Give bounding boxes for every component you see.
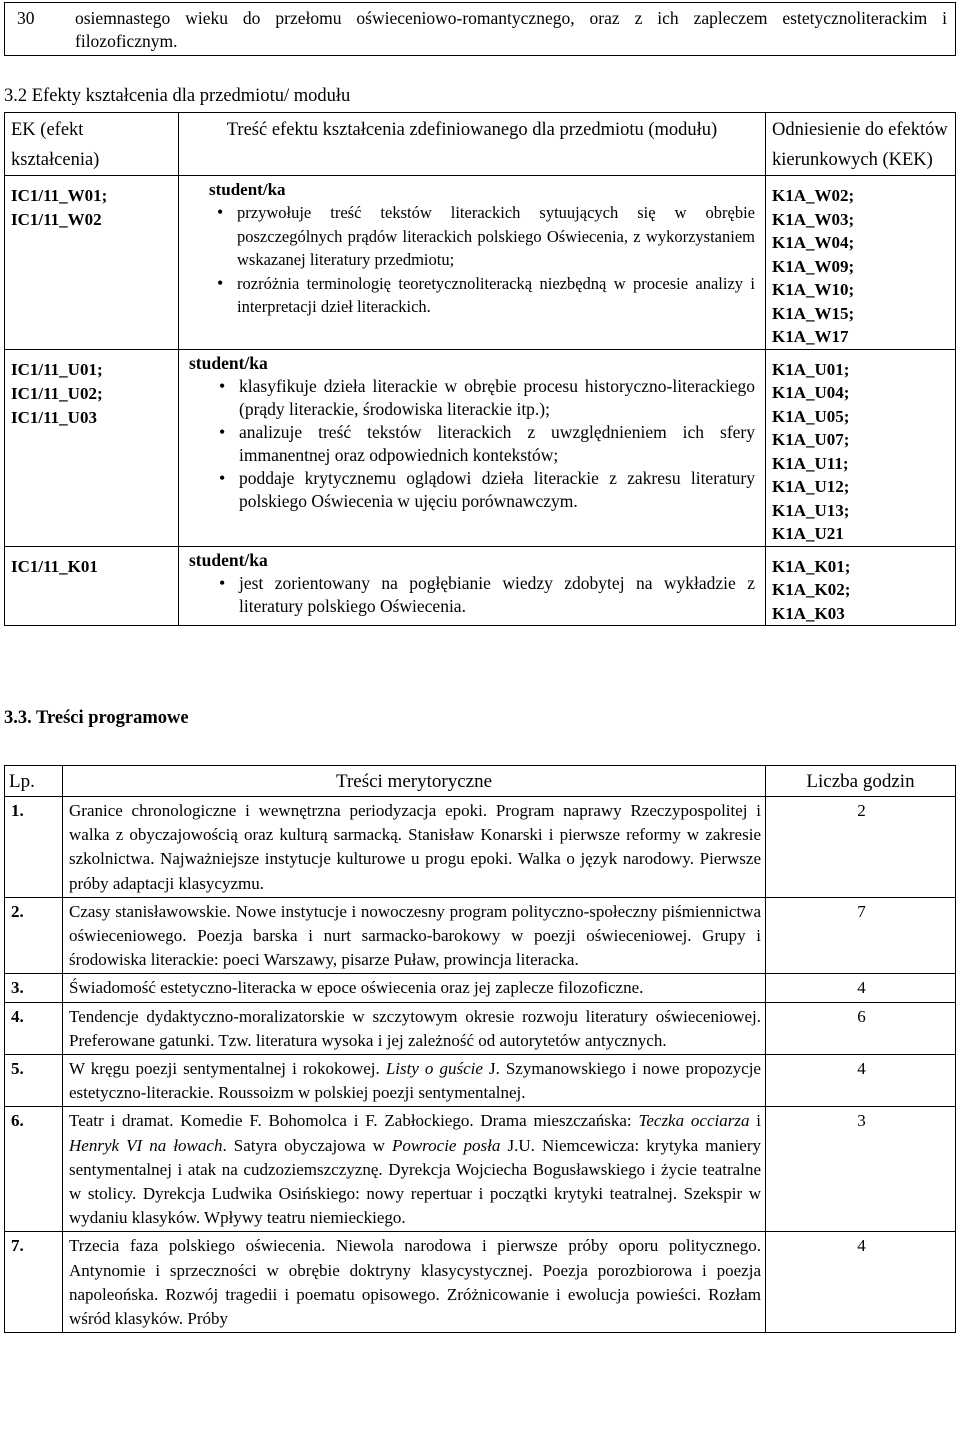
- program-text: Świadomość estetyczno-literacka w epoce oświecenia oraz jej zaplecze filozoficzne.: [69, 978, 644, 998]
- kek-code: K1A_U13;: [772, 500, 850, 520]
- program-header-lp: Lp.: [5, 766, 63, 797]
- kek-code: K1A_K02;: [772, 580, 851, 599]
- role-label: student/ka: [209, 180, 286, 199]
- intro-number: 30: [17, 8, 35, 28]
- program-text: Tendencje dydaktyczno-moralizatorskie w szczytowym okresie rozwoju literatury oświeceniowej. Preferowane gatunki. Tzw. literatura wysoka i jej zależność od autorytetów antycznych.: [69, 1006, 761, 1050]
- program-row: [5, 1107, 956, 1232]
- effects-kek-cell: [766, 546, 956, 626]
- program-text: Czasy stanisławowskie. Nowe instytucje i nowoczesny program polityczno-społeczny piśmiennictwa oświeceniowego. Poezja barska i nurt sarmacko-barokowy w poezji oświeceniowej. Grupy i środowiska literackie: poeci Warszawy, pisarze Puław, prowincja literacka.: [69, 901, 761, 970]
- program-content: [63, 1055, 766, 1107]
- effects-content-cell: [179, 176, 766, 350]
- program-body: [5, 797, 956, 1333]
- ek-code: IC1/11_W01;: [11, 186, 108, 205]
- program-row: [5, 1002, 956, 1054]
- effects-ek-cell: [5, 349, 179, 546]
- program-content: [63, 974, 766, 1002]
- outcomes-list: [189, 572, 759, 618]
- program-hours: 7: [766, 897, 956, 974]
- program-row: [5, 1232, 956, 1333]
- program-text: Granice chronologiczne i wewnętrzna periodyzacja epoki. Program naprawy Rzeczypospolitej i walka z obyczajowością oraz kulturą sarmacką. Stanisław Konarski i pierwsze reformy w zakresie szkolnictwa. Najważniejsze instytucje kulturowe u progu epoki. Walka o język narodowy. Pierwsze próby adaptacji klasycyzmu.: [69, 801, 761, 893]
- program-content: [63, 1002, 766, 1054]
- kek-code: K1A_U11;: [772, 453, 849, 473]
- effects-row: [5, 349, 956, 546]
- program-text: J.U. Niemcewicza: krytyka maniery sentymentalnej i atak na cudzoziemszczyznę. Dyrekcja Wojciecha Bogusławskiego i życie teatralne w stolicy. Dyrekcja Ludwika Osińskiego: nowy repertuar i początki krytyki teatralnej. Szekspir w wydaniu klasyków. Wpływy teatru niemieckiego.: [69, 1135, 761, 1228]
- kek-code: K1A_U12;: [772, 477, 850, 496]
- program-hours: 4: [766, 1055, 956, 1107]
- kek-code: K1A_W04;: [772, 233, 855, 252]
- program-text: Teatr i dramat. Komedie F. Bohomolca i F. Zabłockiego. Drama mieszczańska:: [69, 1111, 639, 1131]
- program-header-hours: Liczba godzin: [766, 766, 956, 797]
- kek-code: K1A_U21: [772, 524, 844, 543]
- role-label: student/ka: [189, 549, 268, 570]
- program-header-content: Treści merytoryczne: [63, 766, 766, 797]
- program-lp: 2.: [5, 897, 63, 974]
- effects-ek-cell: [5, 546, 179, 626]
- program-row: [5, 1055, 956, 1107]
- program-hours: 4: [766, 1232, 956, 1333]
- outcome-item: • klasyfikuje dzieła literackie w obrębie procesu historyczno-literackiego (prądy literackie, środowiska literackie itp.);: [239, 375, 755, 421]
- program-text: i: [749, 1111, 761, 1131]
- program-content: [63, 1107, 766, 1232]
- effects-content-cell: [179, 349, 766, 546]
- program-hours: 4: [766, 974, 956, 1002]
- program-title-italic: Powrocie posła: [391, 1135, 501, 1155]
- kek-code: K1A_W10;: [772, 280, 855, 299]
- program-title-italic: Listy o guście: [385, 1059, 483, 1079]
- ek-code: IC1/11_U03: [11, 407, 97, 427]
- outcome-item: • rozróżnia terminologię teoretycznoliteracką niezbędną w procesie analizy i interpretacji dzieł literackich.: [237, 272, 755, 319]
- effects-table: [4, 112, 956, 626]
- kek-code: K1A_W03;: [772, 209, 855, 229]
- program-text: J. Szymanowskiego i nowe propozycje estetyczno-literackie. Roussoizm w polskiej poezji sentymentalnej.: [69, 1059, 761, 1103]
- program-text: . Satyra obyczajowa w: [222, 1135, 392, 1155]
- effects-header-row: [5, 113, 956, 176]
- kek-code: K1A_U04;: [772, 383, 850, 402]
- program-lp: 6.: [5, 1107, 63, 1232]
- kek-code: K1A_W09;: [772, 256, 855, 276]
- program-lp: 4.: [5, 1002, 63, 1054]
- intro-text: osiemnastego wieku do przełomu oświeceniowo-romantycznego, oraz z ich zapleczem estetycznoliterackim i filozoficznym.: [75, 8, 947, 51]
- section-heading-3-2: 3.2 Efekty kształcenia dla przedmiotu/ modułu: [4, 86, 351, 106]
- section-heading-3-3: 3.3. Treści programowe: [4, 708, 189, 728]
- effects-content-cell: [179, 546, 766, 626]
- effects-header-content: Treść efektu kształcenia zdefiniowanego dla przedmiotu (modułu): [179, 113, 766, 176]
- program-header-row: [5, 766, 956, 797]
- program-lp: 5.: [5, 1055, 63, 1107]
- program-row: [5, 797, 956, 898]
- program-lp: 7.: [5, 1232, 63, 1333]
- program-lp: 3.: [5, 974, 63, 1002]
- program-content: [63, 797, 766, 898]
- ek-code: IC1/11_K01: [11, 556, 98, 576]
- kek-code: K1A_U01;: [772, 359, 850, 379]
- effects-ek-cell: [5, 176, 179, 350]
- ek-code: IC1/11_U01;: [11, 359, 103, 379]
- program-lp: 1.: [5, 797, 63, 898]
- kek-code: K1A_U05;: [772, 406, 850, 426]
- kek-code: K1A_U07;: [772, 430, 850, 449]
- intro-box: [4, 2, 956, 56]
- kek-code: K1A_W02;: [772, 186, 855, 205]
- program-title-italic: Teczka occiarza: [638, 1111, 750, 1131]
- kek-code: K1A_W15;: [772, 303, 855, 323]
- program-table: [4, 765, 956, 1333]
- ek-code: IC1/11_W02: [11, 210, 102, 229]
- role-label: student/ka: [189, 352, 268, 373]
- kek-code: K1A_K01;: [772, 556, 851, 576]
- effects-header-kek: Odniesienie do efektów kierunkowych (KEK): [766, 113, 956, 176]
- program-content: [63, 897, 766, 974]
- outcomes-list: [209, 201, 759, 319]
- program-hours: 6: [766, 1002, 956, 1054]
- program-text: Trzecia faza polskiego oświecenia. Niewola narodowa i pierwsze próby oporu politycznego. Antynomie i sprzeczności w obrębie doktryny klasycystycznej. Poezja porozbiorowa i poezja napoleońska. Rozwój tragedii i poematu opisowego. Zróżnicowanie i ewolucja powieści. Rozłam wśród klasyków. Próby: [69, 1236, 761, 1329]
- effects-header-ek: EK (efekt kształcenia): [5, 113, 179, 176]
- program-row: [5, 974, 956, 1002]
- outcome-item: • przywołuje treść tekstów literackich sytuujących się w obrębie poszczególnych prądów literackich polskiego Oświecenia, z wykorzystaniem wskazanej literatury przedmiotu;: [237, 201, 755, 272]
- outcome-item: • jest zorientowany na pogłębianie wiedzy zdobytej na wykładzie z literatury polskiego Oświecenia.: [239, 572, 755, 618]
- effects-kek-cell: [766, 349, 956, 546]
- effects-kek-cell: [766, 176, 956, 350]
- program-content: [63, 1232, 766, 1333]
- kek-code: K1A_K03: [772, 603, 845, 623]
- program-title-italic: Henryk VI na łowach: [69, 1135, 223, 1155]
- program-hours: 2: [766, 797, 956, 898]
- outcome-item: • analizuje treść tekstów literackich z uwzględnieniem ich sfery immanentnej oraz odpowiednich kontekstów;: [239, 421, 755, 467]
- outcomes-list: [189, 375, 759, 513]
- outcome-item: • poddaje krytycznemu oglądowi dzieła literackie z zakresu literatury polskiego Oświecenia w ujęciu porównawczym.: [239, 467, 755, 513]
- effects-row: [5, 176, 956, 350]
- program-hours: 3: [766, 1107, 956, 1232]
- ek-code: IC1/11_U02;: [11, 383, 103, 403]
- effects-row: [5, 546, 956, 626]
- program-text: W kręgu poezji sentymentalnej i rokokowej.: [69, 1059, 386, 1079]
- intro-cell: [5, 3, 956, 56]
- program-row: [5, 897, 956, 974]
- kek-code: K1A_W17: [772, 327, 849, 346]
